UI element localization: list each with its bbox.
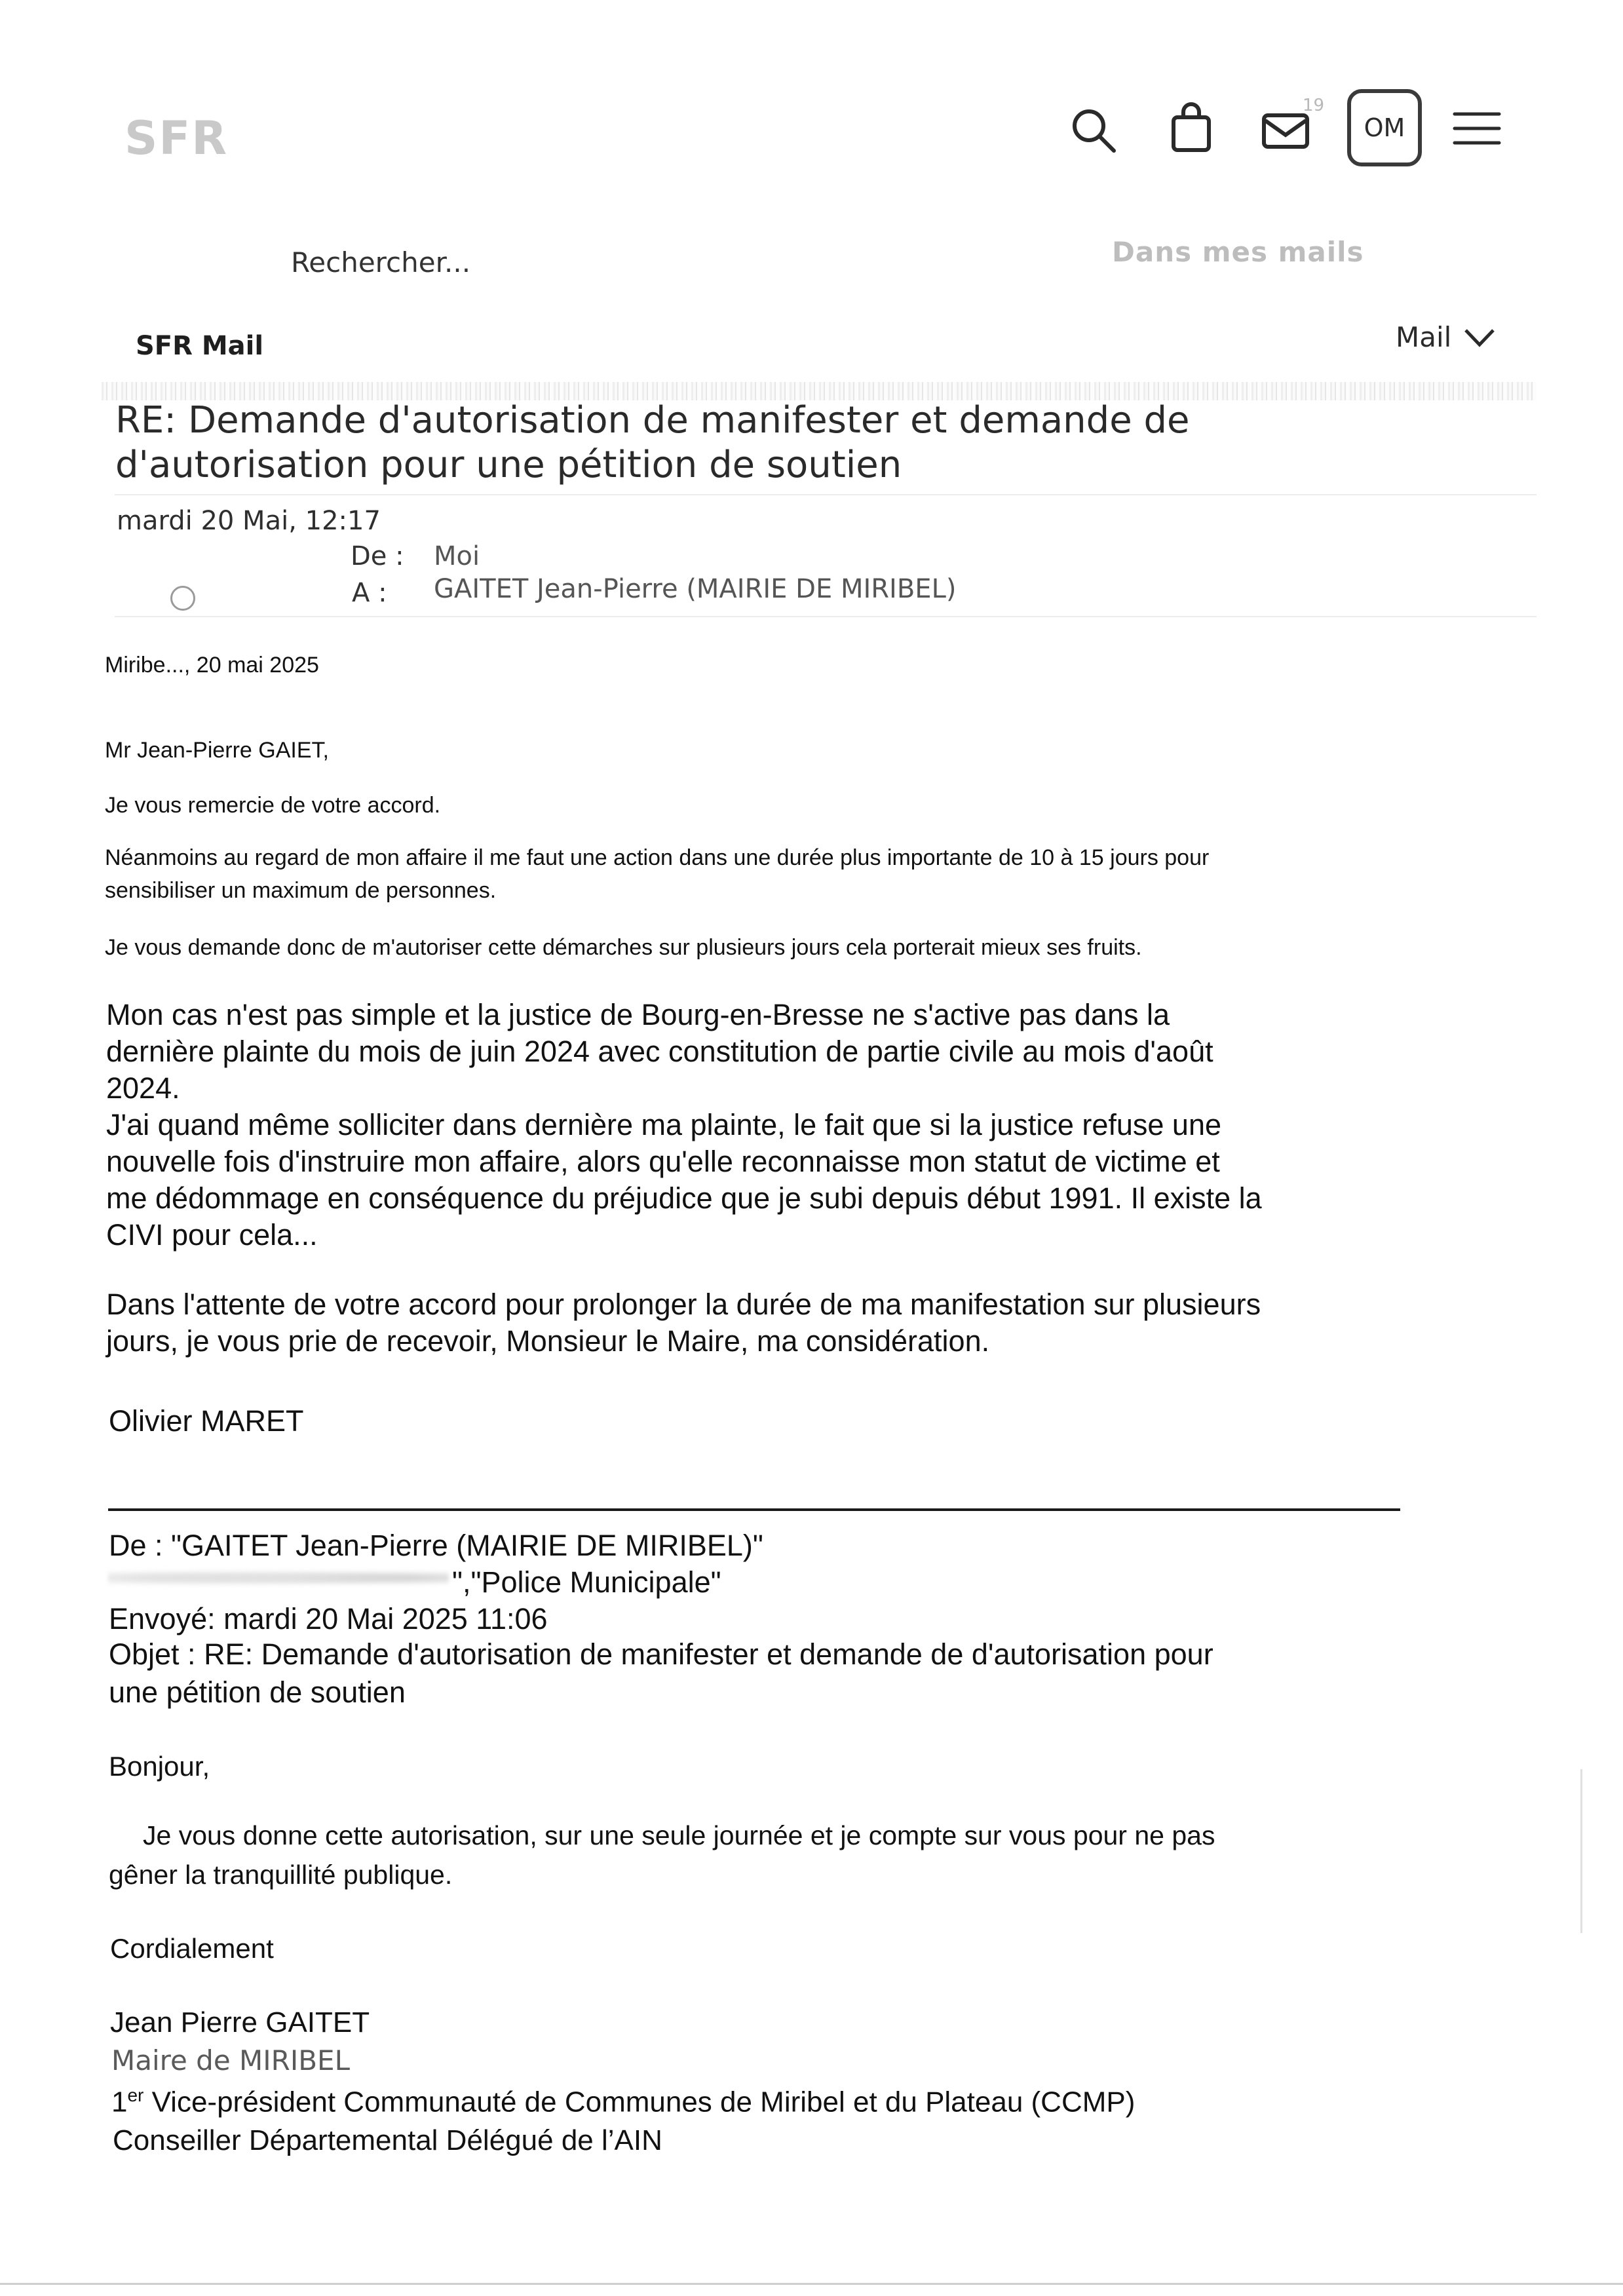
search-scope-button[interactable]: Dans mes mails — [1112, 236, 1364, 268]
body-paragraph: Je vous remercie de votre accord. — [105, 793, 441, 818]
body-paragraph: sensibiliser un maximum de personnes. — [105, 878, 497, 903]
sfr-logo[interactable]: SFR — [124, 111, 229, 165]
body-paragraph: Mon cas n'est pas simple et la justice de Bourg-en-Bresse ne s'active pas dans la — [106, 998, 1170, 1031]
body-paragraph: Dans l'attente de votre accord pour prolonger la durée de ma manifestation sur plusieurs — [106, 1288, 1261, 1321]
message-date: mardi 20 Mai, 12:17 — [117, 506, 381, 536]
body-paragraph: Néanmoins au regard de mon affaire il me faut une action dans une durée plus importante de 10 à 15 jours pour — [105, 845, 1210, 870]
scan-edge — [0, 2283, 1623, 2285]
chevron-down-icon — [1463, 328, 1496, 347]
search-icon[interactable] — [1068, 105, 1120, 157]
mail-count-badge: 19 — [1303, 96, 1325, 115]
avatar[interactable]: OM — [1347, 89, 1422, 166]
quoted-closing: Cordialement — [110, 1933, 274, 1964]
menu-icon[interactable] — [1452, 110, 1502, 147]
body-paragraph: 2024. — [106, 1071, 180, 1105]
mail-icon[interactable] — [1261, 111, 1314, 152]
redacted-recipients — [108, 1568, 449, 1588]
body-paragraph: dernière plainte du mois de juin 2024 avec constitution de partie civile au mois d'août — [106, 1035, 1213, 1068]
body-paragraph: J'ai quand même solliciter dans dernière ma plainte, le fait que si la justice refuse une — [106, 1108, 1222, 1141]
sig-line3-num: 1 — [111, 2086, 128, 2118]
body-paragraph: jours, je vous prie de recevoir, Monsieur le Maire, ma considération. — [106, 1324, 990, 1358]
to-value[interactable]: GAITET Jean-Pierre (MAIRIE DE MIRIBEL) — [434, 574, 957, 604]
quoted-subject: Objet : RE: Demande d'autorisation de manifester et demande de d'autorisation pour — [109, 1637, 1213, 1671]
sig-line3-text: Vice-président Communauté de Communes de Miribel et du Plateau (CCMP) — [151, 2086, 1136, 2118]
sig-line3 — [111, 2085, 1135, 2119]
divider — [115, 494, 1537, 495]
body-paragraph: nouvelle fois d'instruire mon affaire, alors qu'elle reconnaisse mon statut de victime et — [106, 1145, 1220, 1178]
sig-title: Maire de MIRIBEL — [111, 2044, 350, 2076]
body-paragraph: CIVI pour cela... — [106, 1218, 318, 1252]
from-value[interactable]: Moi — [434, 541, 480, 571]
mail-menu-dropdown[interactable] — [1396, 321, 1496, 353]
select-message-radio[interactable] — [170, 586, 195, 611]
place-date: Miribe..., 20 mai 2025 — [105, 653, 319, 678]
divider — [115, 616, 1537, 617]
quoted-subject: une pétition de soutien — [109, 1675, 406, 1709]
quoted-from: De : "GAITET Jean-Pierre (MAIRIE DE MIRIBEL)" — [109, 1529, 763, 1562]
quote-separator — [108, 1508, 1400, 1511]
quoted-text: Je vous donne cette autorisation, sur une seule journée et je compte sur vous pour ne pas — [143, 1820, 1215, 1850]
quoted-cc: ","Police Municipale" — [452, 1565, 721, 1599]
search-input[interactable] — [291, 241, 881, 283]
signature: Olivier MARET — [109, 1404, 304, 1438]
to-label: A : — [352, 578, 387, 608]
quoted-text: gêner la tranquillité publique. — [109, 1860, 453, 1890]
body-paragraph: me dédommage en conséquence du préjudice que je subi depuis début 1991. Il existe la — [106, 1181, 1262, 1215]
quoted-sent: Envoyé: mardi 20 Mai 2025 11:06 — [109, 1602, 548, 1636]
shopping-bag-icon[interactable] — [1168, 102, 1214, 154]
header-divider — [102, 382, 1537, 400]
sig-line4: Conseiller Départemental Délégué de l’AIN — [113, 2124, 662, 2156]
sig-line3-sup: er — [127, 2085, 144, 2105]
message-subject: RE: Demande d'autorisation de manifester et demande de d'autorisation pour une pétition de soutien — [115, 399, 1190, 486]
section-title: SFR Mail — [136, 331, 264, 361]
sig-name: Jean Pierre GAITET — [110, 2006, 370, 2038]
scan-artifact — [1580, 1769, 1582, 1933]
quoted-greeting: Bonjour, — [109, 1751, 210, 1782]
salutation: Mr Jean-Pierre GAIET, — [105, 738, 329, 763]
body-paragraph: Je vous demande donc de m'autoriser cette démarches sur plusieurs jours cela porterait mieux ses fruits. — [105, 935, 1142, 960]
mail-menu-label: Mail — [1396, 321, 1452, 353]
from-label: De : — [351, 541, 404, 571]
